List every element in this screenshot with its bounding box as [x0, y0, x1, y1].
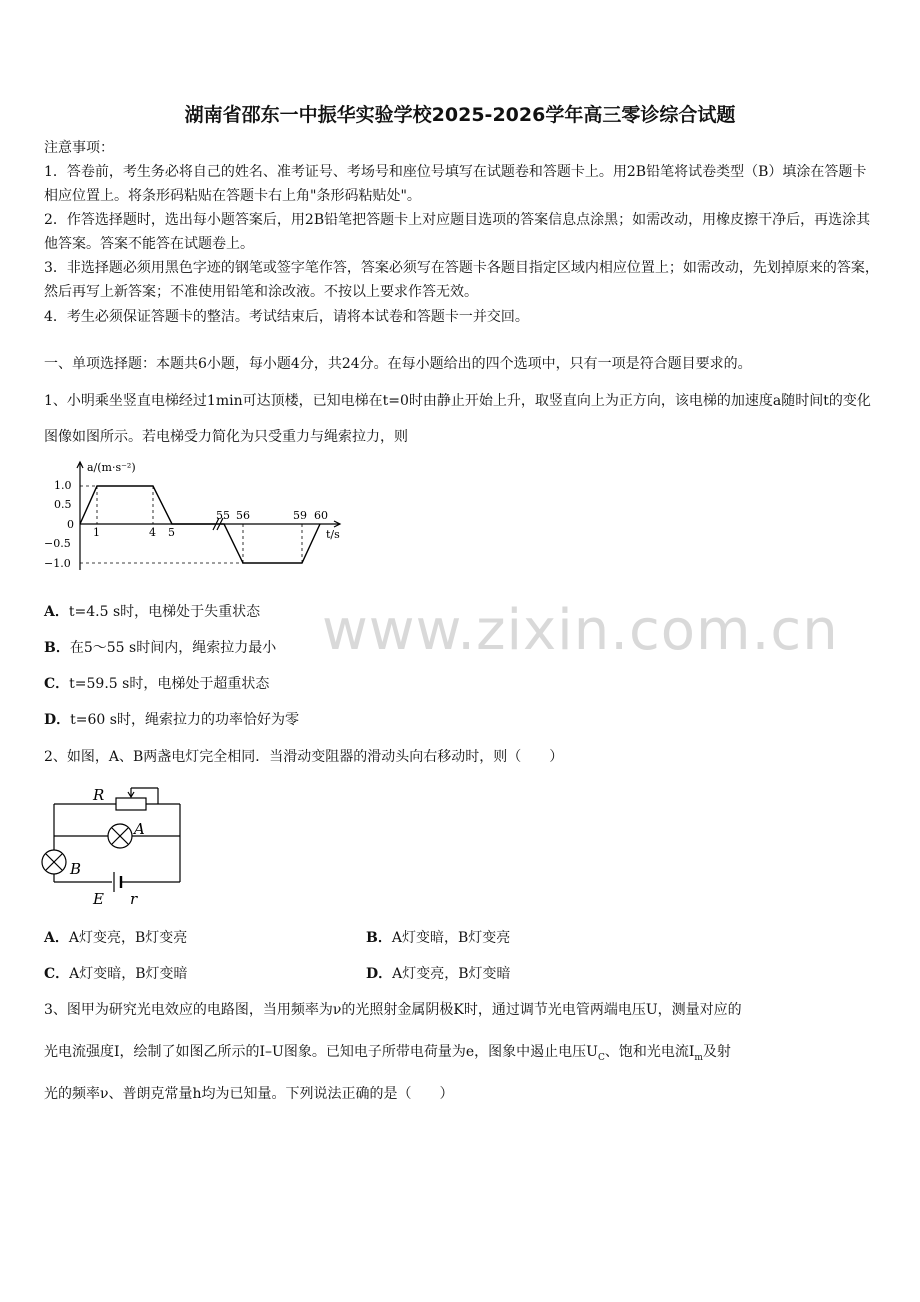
circuit-diagram [36, 782, 196, 912]
question-1-stem: 1、小明乘坐竖直电梯经过1min可达顶楼，已知电梯在t=0时由静止开始上升，取竖直向上为正方向，该电梯的加速度a随时间t的变化图像如图所示。若电梯受力简化为只受重力与绳索拉力，则 [44, 393, 871, 445]
battery-icon [114, 872, 121, 892]
y-tick-5: −1.0 [44, 557, 71, 570]
label-r-upper: R [93, 786, 105, 804]
question-2-stem: 2、如图，A、B两盏电灯完全相同．当滑动变阻器的滑动头向右移动时，则（ ） [44, 749, 564, 765]
q1-option-d: D．t=60 s时，绳索拉力的功率恰好为零 [44, 712, 299, 728]
q2-option-a: A．A灯变亮，B灯变亮 [44, 930, 188, 946]
x-tick-2: 4 [149, 526, 156, 539]
x-tick-7: 60 [314, 509, 328, 522]
x-tick-4: 55 [216, 509, 230, 522]
y-axis-label: a/(m·s⁻²) [87, 461, 136, 474]
x-tick-6: 59 [293, 509, 307, 522]
x-tick-5: 56 [236, 509, 250, 522]
x-tick-3: 5 [168, 526, 175, 539]
lamp-a-icon [108, 824, 132, 848]
x-axis-label: t/s [326, 528, 340, 541]
notice-item-3: 3．非选择题必须用黑色字迹的钢笔或签字笔作答，答案必须写在答题卡各题目指定区域内相应位置上；如需改动，先划掉原来的答案，然后再写上新答案；不准使用铅笔和涂改液。不按以上要求作答无效。 [44, 260, 879, 300]
label-e: E [93, 890, 104, 908]
label-r-lower: r [130, 890, 138, 908]
y-tick-3: 0 [67, 518, 74, 531]
q2-option-b: B．A灯变暗，B灯变亮 [366, 930, 511, 946]
lamp-b-icon [42, 850, 66, 874]
x-tick-1: 1 [93, 526, 100, 539]
notice-item-4: 4．考生必须保证答题卡的整洁。考试结束后，请将本试卷和答题卡一并交回。 [44, 309, 529, 325]
label-b: B [70, 860, 82, 878]
section-heading: 一、单项选择题：本题共6小题，每小题4分，共24分。在每小题给出的四个选项中，只有一项是符合题目要求的。 [44, 356, 752, 372]
q1-option-b: B．在5～55 s时间内，绳索拉力最小 [44, 640, 277, 656]
q1-option-c: C．t=59.5 s时，电梯处于超重状态 [44, 676, 270, 692]
y-tick-2: 0.5 [54, 498, 72, 511]
question-3-line-2: 光电流强度I，绘制了如图乙所示的I–U图象。已知电子所带电荷量为e，图象中遏止电压$U_C$、饱和光电流$I_m$及射 [44, 1044, 731, 1063]
q2-option-d: D．A灯变亮，B灯变暗 [366, 966, 511, 982]
notice-item-2: 2．作答选择题时，选出每小题答案后，用2B铅笔把答题卡上对应题目选项的答案信息点涂黑；如需改动，用橡皮擦干净后，再选涂其他答案。答案不能答在试题卷上。 [44, 212, 871, 252]
notice-item-1: 1．答卷前，考生务必将自己的姓名、准考证号、考场号和座位号填写在试题卷和答题卡上。用2B铅笔将试卷类型（B）填涂在答题卡相应位置上。将条形码粘贴在答题卡右上角"条形码粘贴处"。 [44, 164, 867, 204]
question-3-line-1: 3、图甲为研究光电效应的电路图，当用频率为ν的光照射金属阴极K时，通过调节光电管两端电压U，测量对应的 [44, 1002, 742, 1018]
q1-option-a: A．t=4.5 s时，电梯处于失重状态 [44, 604, 261, 620]
page-title: 湖南省邵东一中振华实验学校2025-2026学年高三零诊综合试题 [184, 104, 736, 126]
y-tick-1: 1.0 [54, 479, 72, 492]
notice-heading: 注意事项： [44, 140, 114, 156]
q2-option-c: C．A灯变暗，B灯变暗 [44, 966, 188, 982]
question-3-line-3: 光的频率ν、普朗克常量h均为已知量。下列说法正确的是（ ） [44, 1086, 454, 1102]
label-a: A [134, 820, 145, 838]
watermark: www.zixin.com.cn [322, 598, 839, 663]
acceleration-time-graph [40, 458, 360, 578]
y-tick-4: −0.5 [44, 537, 71, 550]
